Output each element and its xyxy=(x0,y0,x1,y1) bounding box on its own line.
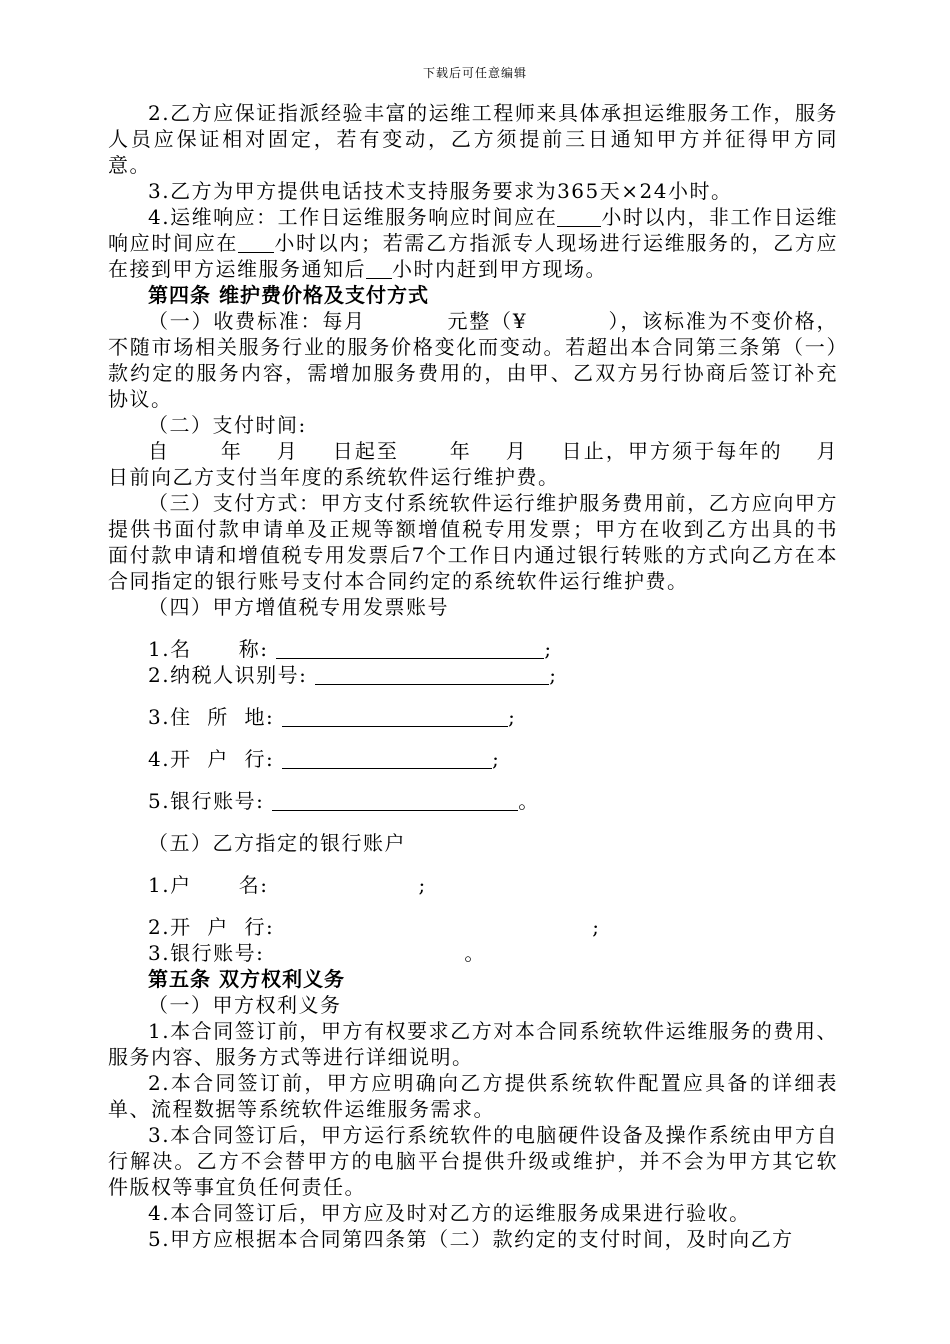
onsite-hours-blank xyxy=(366,260,392,279)
party-b-account-row: 3.银行账号: 。 xyxy=(148,941,486,965)
invoice-name-row: 1.名 称: ; xyxy=(148,637,553,661)
payment-time-text: 自 年 月 日起至 年 月 日止，甲方须于每年的 月 日前向乙方支付当年度的系统软件运行维护费。 xyxy=(108,439,870,489)
payment-method: （三）支付方式：甲方支付系统软件运行维护服务费用前，乙方应向甲方提供书面付款申请单及正规等额增值税专用发票；甲方在收到乙方出具的书面付款申请和增值税专用发票后7个工作日内通过银行转账的方式向乙方在本合同指定的银行账号支付本合同约定的系统软件运行维护费。 xyxy=(108,491,838,593)
clause-3-4: 4.运维响应：工作日运维服务响应时间应在 小时以内，非工作日运维响应时间应在 小时以内；若需乙方指派专人现场进行运维服务的，乙方应在接到甲方运维服务通知后 小时内赶到甲方现场。 xyxy=(108,205,838,281)
party-b-bank-row: 2.开 户 行: ; xyxy=(148,915,601,939)
clause-5-1: 1.本合同签订前，甲方有权要求乙方对本合同系统软件运维服务的费用、服务内容、服务方式等进行详细说明。 xyxy=(108,1019,838,1069)
invoice-account-field xyxy=(272,790,518,811)
invoice-account-title: （四）甲方增值税专用发票账号 xyxy=(148,595,449,619)
clause-5-2: 2.本合同签订前，甲方应明确向乙方提供系统软件配置应具备的详细表单、流程数据等系统软件运维服务需求。 xyxy=(108,1071,838,1121)
clause-3-3: 3.乙方为甲方提供电话技术支持服务要求为365天×24小时。 xyxy=(148,179,733,203)
invoice-name-field xyxy=(276,638,544,659)
invoice-bank-field xyxy=(282,748,492,769)
contract-body xyxy=(108,100,870,1252)
response-hours-blank xyxy=(557,208,601,227)
invoice-account-row: 5.银行账号: 。 xyxy=(148,789,540,813)
invoice-address-field xyxy=(282,706,508,727)
fee-standard: （一）收费标准：每月 元整（¥ ），该标准为不变价格，不随市场相关服务行业的服务价格变化而变动。若超出本合同第三条第（一）款约定的服务内容，需增加服务费用的，由甲、乙双方另行协商后签订补充协议。 xyxy=(108,309,838,411)
page-header: 下载后可任意编辑 xyxy=(422,66,527,80)
invoice-taxid-row: 2.纳税人识别号: ; xyxy=(148,663,558,687)
invoice-address-row: 3.住 所 地: ; xyxy=(148,705,517,729)
article-4-title: 第四条 维护费价格及支付方式 xyxy=(148,283,429,307)
invoice-bank-row: 4.开 户 行: ; xyxy=(148,747,501,771)
clause-5-3: 3.本合同签订后，甲方运行系统软件的电脑硬件设备及操作系统由甲方自行解决。乙方不会替甲方的电脑平台提供升级或维护，并不会为甲方其它软件版权等事宜负任何责任。 xyxy=(108,1123,838,1199)
party-b-name-row: 1.户 名: ; xyxy=(148,873,427,897)
clause-5-4: 4.本合同签订后，甲方应及时对乙方的运维服务成果进行验收。 xyxy=(148,1201,751,1225)
article-5-title: 第五条 双方权利义务 xyxy=(148,967,345,991)
payment-time-label: （二）支付时间: xyxy=(148,413,307,437)
nonworkday-hours-blank xyxy=(238,234,274,253)
clause-3-2: 2.乙方应保证指派经验丰富的运维工程师来具体承担运维服务工作，服务人员应保证相对固定，若有变动，乙方须提前三日通知甲方并征得甲方同意。 xyxy=(108,101,838,177)
invoice-taxid-field xyxy=(315,664,549,685)
clause-5-5: 5.甲方应根据本合同第四条第（二）款约定的支付时间，及时向乙方 xyxy=(148,1227,794,1251)
party-a-rights-title: （一）甲方权利义务 xyxy=(148,993,342,1017)
party-b-account-title: （五）乙方指定的银行账户 xyxy=(148,831,406,855)
